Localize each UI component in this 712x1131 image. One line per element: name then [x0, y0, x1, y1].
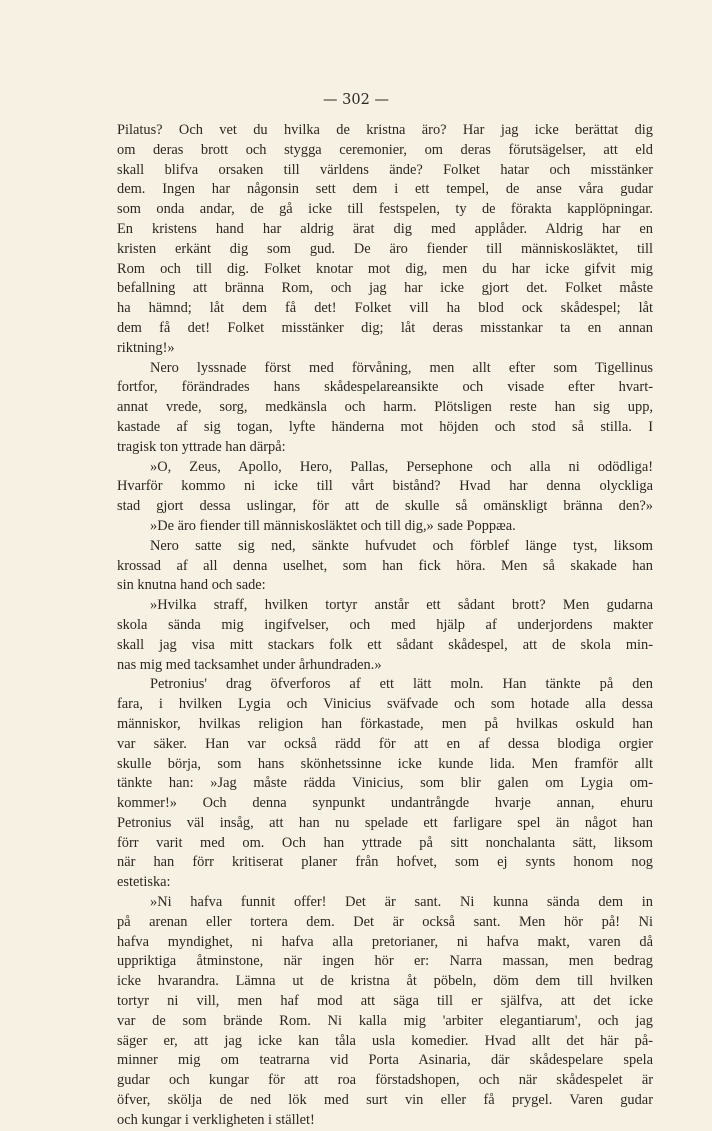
text-line: »O, Zeus, Apollo, Hero, Pallas, Persephone och alla ni odödliga!: [150, 458, 653, 475]
text-line: Petronius' drag öfverforos af ett lätt moln. Han tänkte på den: [150, 676, 653, 693]
text-line: och kungar i verkligheten i stället!: [117, 1111, 315, 1128]
text-line: skall blifva orsaken till världens ände? Folket hatar och misstänker: [117, 161, 653, 178]
text-line: ha hämnd; låt dem få det! Folket vill ha blod ock skådespel; låt: [117, 300, 653, 317]
text-line: gudar och kungar för att roa förstadshopen, och när skådespelet är: [117, 1072, 653, 1089]
text-line: nas mig med tacksamhet under århundraden.»: [117, 656, 382, 673]
text-line: som onda andar, de gå icke till festspelen, ty de förakta kapplöpningar.: [117, 201, 653, 218]
text-line: krossad af all denna uselhet, som han fick höra. Men så skakade han: [117, 557, 653, 574]
text-line: förr varit med om. Och han yttrade på sitt nonchalanta sätt, liksom: [117, 834, 653, 851]
text-line: var de som brände Rom. Ni kalla mig 'arbiter elegantiarum', och jag: [117, 1012, 653, 1029]
text-line: Rom och till dig. Folket knotar mot dig, men du har icke gifvit mig: [117, 260, 653, 277]
text-line: Petronius väl insåg, att han nu spelade ett farligare spel än något han: [117, 814, 653, 831]
text-line: Nero lyssnade först med förvåning, men allt efter som Tigellinus: [150, 359, 653, 376]
text-line: dem. Ingen har någonsin sett dem i ett tempel, de anse våra gudar: [117, 181, 653, 198]
text-line: stad gjort dessa uslingar, för att de skulle så omänskligt bränna den?»: [117, 498, 653, 515]
text-line: annat vrede, sorg, medkänsla och harm. Plötsligen reste han sig upp,: [117, 399, 653, 416]
text-line: estetiska:: [117, 874, 171, 891]
text-line: En kristens hand har aldrig ärat dig med applåder. Aldrig har en: [117, 220, 653, 237]
text-line: Pilatus? Och vet du hvilka de kristna äro? Har jag icke berättat dig: [117, 122, 653, 138]
text-line: tragisk ton yttrade han därpå:: [117, 438, 286, 455]
text-line: uppriktiga åtminstone, när ingen hör er: Narra massan, men bedrag: [117, 953, 653, 970]
body-text: [117, 121, 653, 1131]
page-number: — 302 —: [323, 92, 389, 108]
text-line: skola sända mig ingifvelser, och med hjälp af underjordens makter: [117, 616, 653, 633]
text-line: sin knutna hand och sade:: [117, 577, 266, 594]
text-line: kristen erkänt dig som gud. De äro fiender till människosläktet, till: [117, 240, 653, 257]
text-line: Hvarför kommo ni icke till vårt bistånd? Hvad har denna olyckliga: [117, 478, 653, 495]
text-line: var säker. Han var också rädd för att en af dessa blodiga orgier: [117, 735, 653, 752]
text-line: minner mig om teatrarna vid Porta Asinaria, där skådespelare spela: [117, 1052, 653, 1069]
text-line: kastade af sig togan, lyfte händerna mot höjden och stod så stilla. I: [117, 418, 653, 435]
text-line: »De äro fiender till människosläktet och till dig,» sade Poppæa.: [150, 517, 516, 534]
text-line: när han förr kritiserat planer från hofvet, som ej synts honom nog: [117, 854, 653, 871]
text-line: dem få det! Folket misstänker dig; låt deras misstankar ta en annan: [117, 319, 653, 336]
text-line: människor, hvilkas religion han förkastade, men på hvilkas oskuld han: [117, 715, 653, 732]
text-line: kommer!» Och denna synpunkt undantrångde hvarje annan, ehuru: [117, 795, 653, 812]
text-line: »Ni hafva funnit offer! Det är sant. Ni kunna sända dem in: [150, 894, 653, 911]
text-line: skall jag visa mitt stackars folk ett sådant skådespel, att de skola min-: [117, 636, 653, 653]
text-line: »Hvilka straff, hvilken tortyr anstår ett sådant brott? Men gudarna: [150, 597, 653, 614]
text-line: tänkte han: »Jag måste rädda Vinicius, som blir galen om Lygia om-: [117, 775, 653, 792]
text-line: fortfor, förändrades hans skådespelareansikte och visade efter hvart-: [117, 379, 653, 396]
text-line: befallning att bränna Rom, och jag har icke gjort det. Folket måste: [117, 280, 653, 297]
text-line: säger er, att jag icke kan tåla usla komedier. Hvad allt det här på-: [117, 1032, 653, 1049]
text-line: icke hvarandra. Lämna ut de kristna åt pöbeln, döm dem till hvilken: [117, 973, 653, 990]
text-line: tortyr ni vill, men haf mod att säga till er själfva, att det icke: [117, 993, 653, 1010]
text-line: Nero satte sig ned, sänkte hufvudet och förblef länge tyst, liksom: [150, 537, 653, 554]
text-line: riktning!»: [117, 339, 175, 356]
text-line: hafva myndighet, ni hafva alla pretorianer, ni hafva makt, varen då: [117, 933, 653, 950]
text-line: skulle börja, som hans skönhetssinne icke kunde lida. Men framför allt: [117, 755, 653, 772]
text-line: om deras brott och stygga ceremonier, om deras förutsägelser, att eld: [117, 141, 653, 158]
text-line: öfver, skölja de ned lök med surt vin eller få prygel. Varen gudar: [117, 1092, 653, 1109]
text-line: fara, i hvilken Lygia och Vinicius sväfvade och som hotade alla dessa: [117, 696, 653, 713]
text-line: på arenan eller tortera dem. Det är också sant. Men hör på! Ni: [117, 913, 653, 930]
